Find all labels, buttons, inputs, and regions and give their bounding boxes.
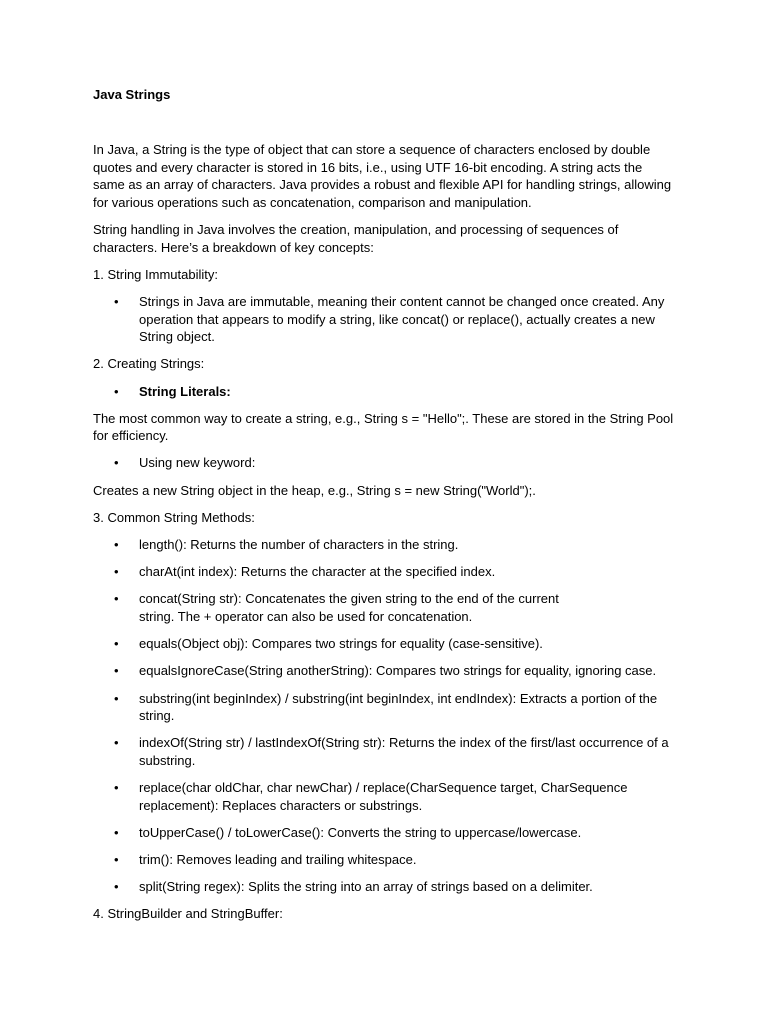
list-item [93,878,675,896]
bullet-icon: • [114,690,119,706]
list-item-text: charAt(int index): Returns the character at the specified index. [139,564,496,580]
bullet-icon: • [114,780,119,796]
bullet-icon: • [114,879,119,895]
list-item [93,293,675,346]
document-page [93,86,675,923]
list-item [93,824,675,842]
list-item-text: toUpperCase() / toLowerCase(): Converts the string to uppercase/lowercase. [139,824,582,840]
bullet-icon: • [114,636,119,652]
list-item-text: Using new keyword: [139,455,256,471]
overview-paragraph: String handling in Java involves the creation, manipulation, and processing of sequences of characters. Here’s a breakdown of key concepts: [93,221,619,255]
bullet-icon: • [114,293,119,309]
methods-list [93,536,675,896]
list-item-text: String Literals: [139,383,231,399]
bullet-icon: • [114,383,119,399]
list-item [93,851,675,869]
bullet-icon: • [114,564,119,580]
list-item-text: substring(int beginIndex) / substring(int beginIndex, int endIndex): Extracts a portion of the string. [139,690,658,724]
list-item [93,662,675,680]
list-item-text: replace(char oldChar, char newChar) / replace(CharSequence target, CharSequence replacement): Replaces characters or substrings. [139,780,628,813]
list-item-text: length(): Returns the number of characters in the string. [139,537,459,553]
list-item [93,563,675,581]
list-item [93,536,675,554]
literals-list [93,383,675,401]
section-heading-creating: 2. Creating Strings: [93,356,205,372]
bullet-icon: • [114,537,119,553]
section-heading-stringbuilder: 4. StringBuilder and StringBuffer: [93,906,283,922]
bullet-icon: • [114,735,119,751]
section-heading-methods: 3. Common String Methods: [93,509,255,525]
intro-paragraph: In Java, a String is the type of object that can store a sequence of characters enclosed by double quotes and every character is stored in 16 bits, i.e., using UTF 16-bit encoding. A string acts the same as an array of characters. Java provides a robust and flexible API for handling strings, allowing for various operations such as concatenation, comparison and manipulation. [93,142,672,210]
list-item-text: equals(Object obj): Compares two strings for equality (case-sensitive). [139,636,543,652]
list-item-text: trim(): Removes leading and trailing whitespace. [139,852,417,868]
document-title: Java Strings [93,87,171,102]
bullet-icon: • [114,824,119,840]
new-keyword-list [93,454,675,472]
bullet-icon: • [114,852,119,868]
bullet-icon: • [114,591,119,607]
immutability-list [93,293,675,346]
list-item [93,590,675,625]
list-item [93,690,675,725]
list-item-text: concat(String str): Concatenates the given string to the end of the current string. The + operator can also be used for concatenation. [139,591,559,624]
new-keyword-paragraph: Creates a new String object in the heap, e.g., String s = new String("World");. [93,482,536,498]
list-item-text: Strings in Java are immutable, meaning their content cannot be changed once created. Any operation that appears to modify a string, like concat() or replace(), actually creates a new String object. [139,293,665,345]
list-item [93,779,675,814]
list-item-text: split(String regex): Splits the string into an array of strings based on a delimiter. [139,879,593,895]
bullet-icon: • [114,663,119,679]
bullet-icon: • [114,455,119,471]
list-item-text: equalsIgnoreCase(String anotherString): Compares two strings for equality, ignoring case. [139,663,657,679]
list-item [93,383,675,401]
literals-paragraph: The most common way to create a string, e.g., String s = "Hello";. These are stored in the String Pool for efficiency. [93,410,674,444]
list-item [93,454,675,472]
section-heading-immutability: 1. String Immutability: [93,266,218,282]
list-item-text: indexOf(String str) / lastIndexOf(String str): Returns the index of the first/last occurrence of a substring. [139,735,669,768]
list-item [93,635,675,653]
list-item [93,734,675,769]
